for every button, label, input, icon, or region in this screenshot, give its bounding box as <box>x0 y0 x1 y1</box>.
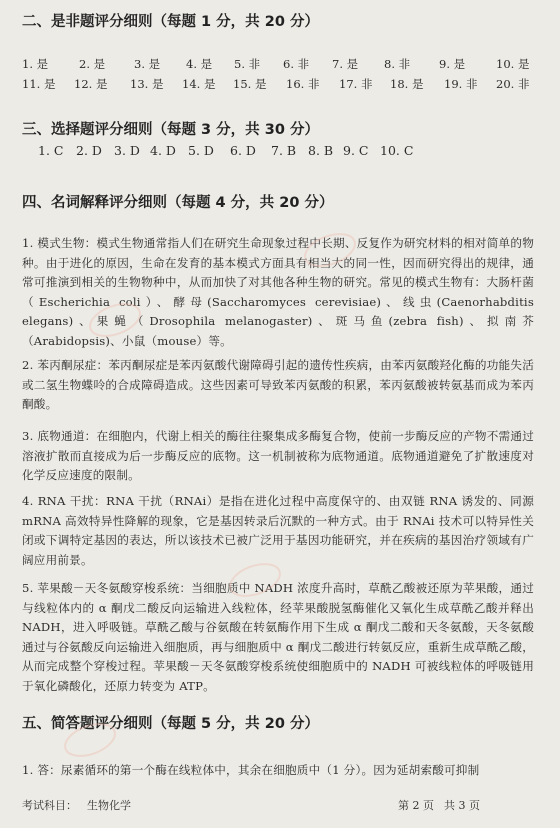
mc-answer: 10. C <box>380 143 414 158</box>
term-definition-3: 3. 底物通道：在细胞内，代谢上相关的酶往往聚集成多酶复合物，使前一步酶反应的产物不需通过溶液扩散而直接成为后一步酶反应的底物。这一机制被称为底物通道。底物通道避免了扩散速度对化学反应速度的限制。 <box>22 429 534 483</box>
mc-answer: 2. D <box>76 143 102 158</box>
tf-answer: 1. 是 <box>22 57 49 71</box>
tf-answer: 16. 非 <box>286 77 320 91</box>
tf-answer: 12. 是 <box>74 77 108 91</box>
footer-page-info <box>398 797 490 813</box>
mc-answer: 7. B <box>271 143 297 158</box>
section-heading-multiple-choice: 三、选择题评分细则（每题 3 分，共 30 分） <box>22 122 319 138</box>
mc-answer: 3. D <box>114 143 140 158</box>
section-heading-true-false: 二、是非题评分细则（每题 1 分，共 20 分） <box>22 14 319 30</box>
section-heading-term-definitions: 四、名词解释评分细则（每题 4 分，共 20 分） <box>22 195 334 211</box>
term-definition-5: 5. 苹果酸－天冬氨酸穿梭系统：当细胞质中 NADH 浓度升高时，草酰乙酸被还原为苹果酸，通过与线粒体内的 α 酮戊二酸反向运输进入线粒体，经苹果酸脱氢酶催化又氧化生成草酰乙酸并释出 NADH，进入呼吸链。草酰乙酸与谷氨酸在转氨酶作用下生成 α 酮戊二酸和天冬氨酸，天冬氨酸通过与谷氨酸反向运输进入细胞质，再与细胞质中 α 酮戊二酸进行转氨反应，重新生成草酰乙酸，从而完成整个穿梭过程。苹果酸－天冬氨酸穿梭系统使细胞质中的 NADH 可被线粒体的呼吸链用于氧化磷酸化，还原力转变为 ATP。 <box>22 581 534 693</box>
tf-answer: 15. 是 <box>233 77 267 91</box>
section-heading-short-answer: 五、简答题评分细则（每题 5 分，共 20 分） <box>22 716 319 732</box>
tf-answer: 2. 是 <box>79 57 106 71</box>
tf-answer: 5. 非 <box>234 57 261 71</box>
tf-answer: 4. 是 <box>186 57 213 71</box>
tf-answer: 17. 非 <box>339 77 373 91</box>
mc-answer: 6. D <box>230 143 256 158</box>
tf-answer: 9. 是 <box>439 57 466 71</box>
mc-answer: 1. C <box>38 143 64 158</box>
tf-answer: 13. 是 <box>130 77 164 91</box>
mc-answer: 5. D <box>188 143 214 158</box>
tf-answer: 6. 非 <box>283 57 310 71</box>
footer-subject-value: 生物化学 <box>87 799 131 812</box>
mc-answer: 8. B <box>308 143 334 158</box>
tf-answer: 7. 是 <box>332 57 359 71</box>
tf-answer: 10. 是 <box>496 57 530 71</box>
watermark-stamp-icon <box>300 230 360 270</box>
tf-answer: 14. 是 <box>182 77 216 91</box>
footer-subject-label: 考试科目： <box>22 799 77 812</box>
mc-answer: 4. D <box>150 143 176 158</box>
tf-answer: 8. 非 <box>384 57 411 71</box>
tf-answer: 20. 非 <box>496 77 530 91</box>
watermark-stamp-icon <box>60 720 120 760</box>
footer-page-number: 第 2 页 <box>398 799 434 812</box>
mc-answer: 9. C <box>343 143 369 158</box>
tf-answer: 11. 是 <box>22 77 56 91</box>
term-definition-4: 4. RNA 干扰：RNA 干扰（RNAi）是指在进化过程中高度保守的、由双链 RNA 诱发的、同源 mRNA 高效特异性降解的现象，它是基因转录后沉默的一种方式。由于 RNAi 技术可以特异性关闭或下调特定基因的表达，所以该技术已被广泛用于基因功能研究，并在疾病的基因治疗领域有广阔应用前景。 <box>22 494 534 567</box>
footer-total-pages: 共 3 页 <box>444 799 480 812</box>
term-definition-2: 2. 苯丙酮尿症：苯丙酮尿症是苯丙氨酸代谢障碍引起的遗传性疾病，由苯丙氨酸羟化酶的功能失活或二氢生物蝶呤的合成障碍造成。这些因素可导致苯丙氨酸的积累，苯丙氨酸被转氨基而成为苯丙酮酸。 <box>22 358 534 412</box>
tf-answer: 3. 是 <box>134 57 161 71</box>
watermark-stamp-icon <box>225 560 285 600</box>
term-definition-1: 1. 模式生物：模式生物通常指人们在研究生命现象过程中长期、反复作为研究材料的相对简单的物种。由于进化的原因，生命在发育的基本模式方面具有相当大的同一性，因而研究得出的规律，通常可推演到相关的生物物种中，从而加快了对其他各种生物的研究。常见的模式生物有：大肠杆菌（Escherichia coli）、酵母(Saccharomyces cerevisiae)、线虫(Caenorhabditis elegans)、果蝇（Drosophila melanogaster)、斑马鱼(zebra fish)、拟南芥（Arabidopsis)、小鼠（mouse）等。 <box>22 236 534 348</box>
short-answer-1: 1. 答：尿素循环的第一个酶在线粒体中，其余在细胞质中（1 分）。因为延胡索酸可抑制 <box>22 763 480 777</box>
footer-subject <box>22 797 141 813</box>
tf-answer: 18. 是 <box>390 77 424 91</box>
watermark-stamp-icon <box>85 300 145 340</box>
tf-answer: 19. 非 <box>444 77 478 91</box>
